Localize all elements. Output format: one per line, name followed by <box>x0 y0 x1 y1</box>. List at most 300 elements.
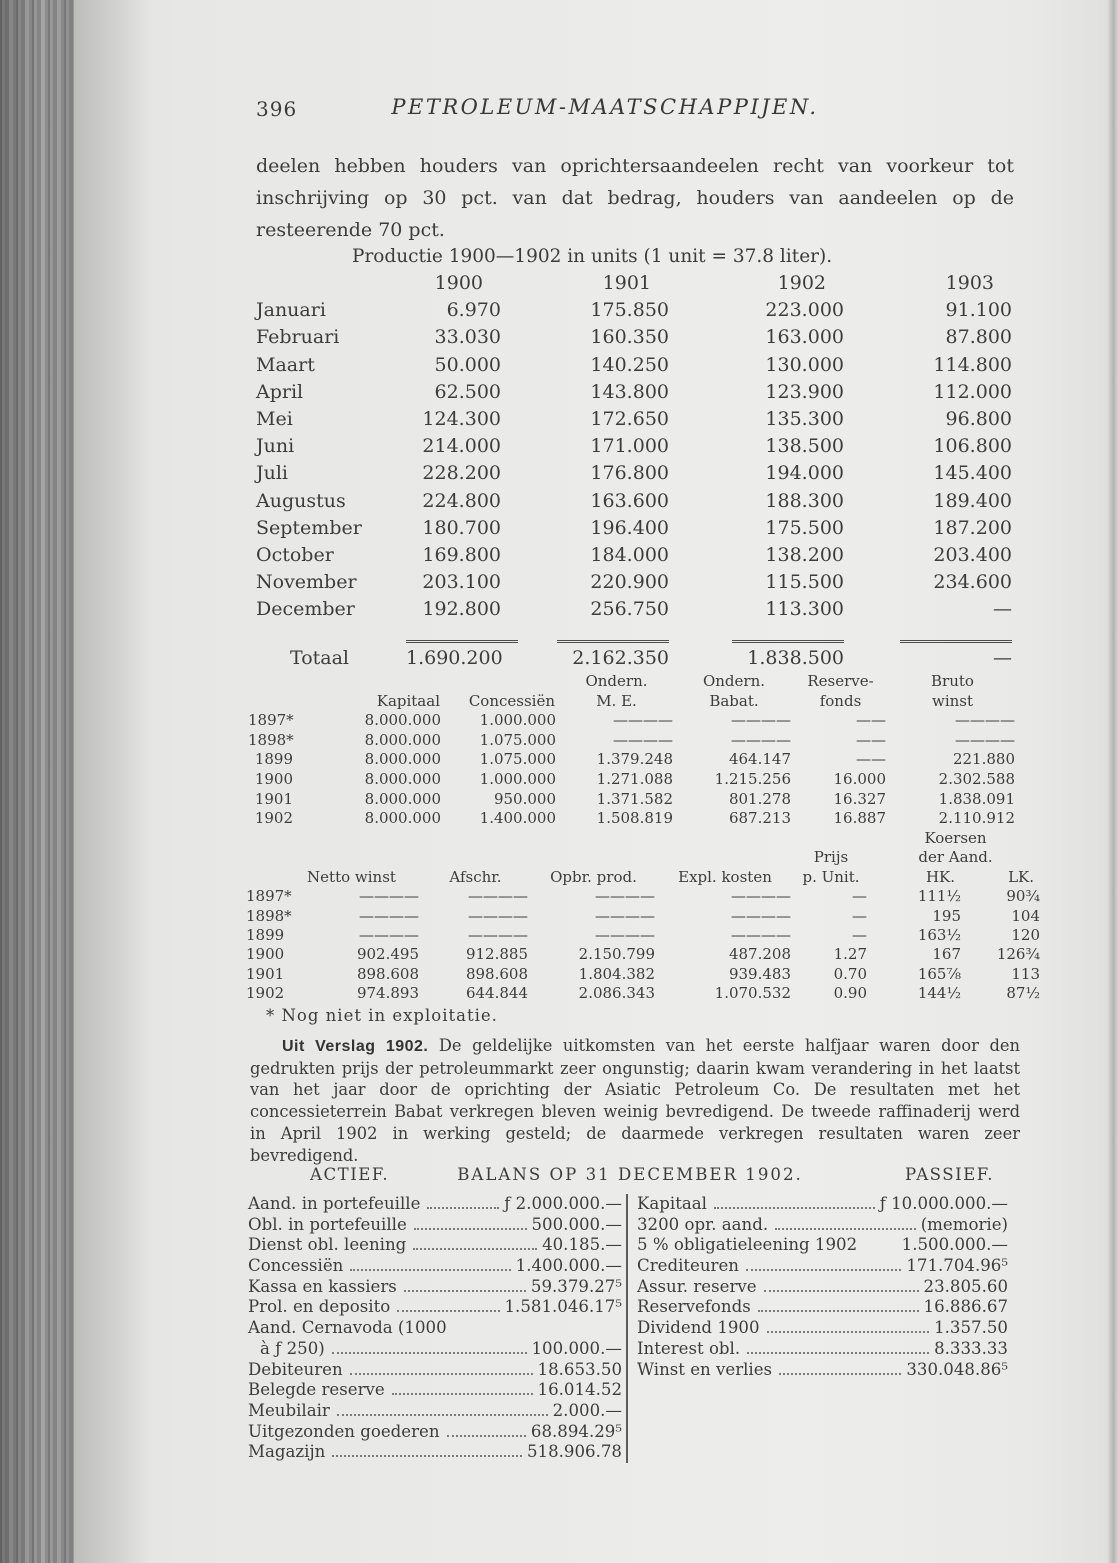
results-cell: ———— <box>731 926 791 945</box>
month-label: Juli <box>256 462 289 485</box>
spacer-cell <box>293 672 443 692</box>
production-cell: 87.800 <box>945 326 1012 349</box>
capital-header: Babat. <box>709 691 759 710</box>
capital-cell: 8.000.000 <box>364 789 441 808</box>
verslag-body: De geldelijke uitkomsten van het eerste halfjaar waren door den gedrukten prijs der petroleummarkt zeer ongunstig; daarin kwam verandering in het laatst van het jaar door de oprichting der Asiatic Petroleum Co. De resultaten met het concessieterrein Babat verkregen bleven weinig bevredigend. De tweede raffinaderij werd in April 1902 in werking gesteld; de daarmede verkregen resultaten waren zeer bevredigend. <box>250 1036 1020 1165</box>
capital-header: Ondern. <box>702 672 766 690</box>
capital-cell: 2.110.912 <box>938 809 1015 828</box>
production-cell: 135.300 <box>765 408 844 431</box>
production-cell: 214.000 <box>422 435 501 458</box>
balance-header <box>248 1165 1012 1191</box>
balance-item-label: Kassa en kassiers <box>248 1276 397 1296</box>
year-header: 1900 <box>434 272 483 294</box>
balance-item-label: Winst en verlies <box>637 1359 773 1379</box>
balance-item-amount: 171.704.96⁵ <box>906 1256 1008 1276</box>
capital-header: Reserve- <box>807 672 874 690</box>
capital-cell: 1.271.088 <box>596 769 673 788</box>
production-cell: 124.300 <box>422 408 501 431</box>
balance-item-amount: 18.653.50 <box>537 1359 622 1379</box>
capital-cell: 1.508.819 <box>596 809 673 828</box>
results-cell: 144½ <box>917 984 961 1003</box>
capital-cell: 16.327 <box>833 789 886 808</box>
balance-row <box>248 1380 626 1401</box>
results-cell: — <box>852 926 867 945</box>
results-cell: 90¾ <box>1006 887 1040 906</box>
prijs-header: Prijs <box>813 848 849 867</box>
results-cell: 644.844 <box>465 984 528 1003</box>
capital-cell: 1.215.256 <box>714 769 791 788</box>
balance-item-label: Aand. Cernavoda (1000 <box>248 1318 447 1338</box>
capital-cell: ———— <box>731 730 791 749</box>
balance-row <box>637 1215 1012 1236</box>
production-cell: 223.000 <box>765 299 844 322</box>
dotted-leader <box>747 1349 929 1354</box>
balance-item-label: Reservefonds <box>637 1297 751 1317</box>
production-cell: 180.700 <box>422 516 501 539</box>
balance-item-amount: 2.000.— <box>552 1400 622 1420</box>
balance-item-amount: 8.333.33 <box>934 1338 1008 1358</box>
year-header: 1902 <box>777 272 826 294</box>
dotted-leader <box>779 1370 901 1375</box>
capital-cell: 8.000.000 <box>364 809 441 828</box>
capital-header: Bruto <box>931 672 974 690</box>
production-cell: 91.100 <box>945 299 1012 322</box>
capital-cell: 1.000.000 <box>479 711 556 730</box>
results-cell: 912.885 <box>465 945 528 964</box>
balance-item-amount: 59.379.27⁵ <box>530 1276 622 1296</box>
production-cell: 203.400 <box>933 544 1012 567</box>
dotted-leader <box>767 1328 930 1333</box>
month-label: April <box>256 380 304 403</box>
production-cell: 256.750 <box>590 598 669 621</box>
results-cell: 1.070.532 <box>714 984 791 1003</box>
passief-label: PASSIEF. <box>905 1165 994 1184</box>
production-cell: 138.500 <box>765 435 844 458</box>
year-label: 1901 <box>254 789 293 808</box>
year-label: 1898* <box>246 906 292 925</box>
month-label: September <box>256 516 362 539</box>
capital-header: M. E. <box>596 691 637 710</box>
dotted-leader <box>413 1245 537 1250</box>
verslag-paragraph <box>250 1035 1020 1166</box>
year-label: 1897* <box>246 887 292 906</box>
dotted-leader <box>404 1287 526 1292</box>
capital-cell: 464.147 <box>728 750 791 769</box>
results-cell: ———— <box>359 926 419 945</box>
spacer-cell <box>246 868 282 887</box>
production-cell: 113.300 <box>765 598 844 621</box>
results-cell: 167 <box>932 945 961 964</box>
verslag-lead: Uit Verslag 1902. <box>282 1038 429 1055</box>
balance-section <box>248 1165 1012 1463</box>
capital-table <box>248 672 1017 829</box>
results-header: p. Unit. <box>802 867 860 886</box>
balance-item-amount: 16.886.67 <box>923 1297 1008 1317</box>
total-cell: 1.690.200 <box>406 646 503 669</box>
balance-item-label: Uitgezonden goederen <box>248 1421 440 1441</box>
production-cell: 112.000 <box>933 380 1012 403</box>
results-cell: ———— <box>468 906 528 925</box>
capital-cell: 8.000.000 <box>364 750 441 769</box>
capital-header: winst <box>931 691 974 710</box>
balance-row <box>248 1360 626 1381</box>
results-cell: — <box>852 887 867 906</box>
results-cell: — <box>852 906 867 925</box>
year-label: 1900 <box>246 945 285 964</box>
balance-row <box>637 1318 1012 1339</box>
spacer-cell <box>256 624 406 640</box>
balance-row <box>248 1401 626 1422</box>
balance-actief-column <box>248 1194 628 1463</box>
results-cell: ———— <box>595 887 655 906</box>
dotted-leader <box>864 1247 897 1250</box>
production-cell: 188.300 <box>765 489 844 512</box>
balance-item-label: Magazijn <box>248 1442 326 1462</box>
balance-item-label: Dividend 1900 <box>637 1318 760 1338</box>
balance-row <box>248 1318 626 1339</box>
dotted-leader <box>397 1307 499 1312</box>
results-cell: ———— <box>468 887 528 906</box>
balance-item-label: Aand. in portefeuille <box>248 1194 421 1213</box>
production-cell: 192.800 <box>422 598 501 621</box>
gutter-shadow <box>74 0 159 1563</box>
production-cell: 145.400 <box>933 462 1012 485</box>
capital-cell: 950.000 <box>493 789 556 808</box>
production-cell: 130.000 <box>765 353 844 376</box>
capital-cell: 1.400.000 <box>479 809 556 828</box>
results-cell: 195 <box>932 906 961 925</box>
balance-item-amount: 40.185.— <box>542 1235 622 1255</box>
dotted-leader <box>414 1225 527 1230</box>
production-cell: 6.970 <box>446 299 501 322</box>
dotted-leader <box>454 1330 617 1333</box>
results-header: LK. <box>1008 867 1034 886</box>
dotted-leader <box>392 1390 533 1395</box>
year-label: 1899 <box>246 926 285 945</box>
production-cell: 203.100 <box>422 571 501 594</box>
spacer-cell <box>248 692 293 712</box>
results-cell: ———— <box>359 906 419 925</box>
intro-paragraph: deelen hebben houders van oprichtersaandeelen recht van voorkeur tot inschrijving op 30 pct. van dat bedrag, houders van aandeelen op de resteerende 70 pct. <box>256 155 1014 241</box>
capital-cell: ———— <box>613 711 673 730</box>
results-table <box>246 829 1042 1004</box>
production-cell: 169.800 <box>422 544 501 567</box>
page-right-edge <box>1107 0 1119 1563</box>
footnote: * Nog niet in exploitatie. <box>266 1006 498 1025</box>
balance-row <box>248 1442 626 1463</box>
year-label: 1899 <box>254 750 293 769</box>
results-cell: 87½ <box>1006 984 1040 1003</box>
balance-item-amount: (memorie) <box>920 1214 1008 1234</box>
results-cell: 0.90 <box>833 984 867 1003</box>
balance-item-label: Belegde reserve <box>248 1380 385 1400</box>
der-aand-header: der Aand. <box>918 848 993 867</box>
total-cell: 1.838.500 <box>747 646 844 669</box>
capital-cell: 2.302.588 <box>938 769 1015 788</box>
dotted-leader <box>764 1287 919 1292</box>
capital-cell: 16.887 <box>833 809 886 828</box>
results-cell: 2.150.799 <box>578 945 655 964</box>
capital-header: Ondern. <box>585 672 648 690</box>
month-label: Juni <box>256 435 295 458</box>
balance-item-amount: 1.581.046.17⁵ <box>504 1297 622 1317</box>
capital-cell: 221.880 <box>952 750 1015 769</box>
balance-row <box>248 1194 626 1215</box>
balance-item-label: à ƒ 250) <box>260 1338 325 1358</box>
capital-cell: 1.075.000 <box>479 750 556 769</box>
balance-item-amount: 16.014.52 <box>537 1380 622 1400</box>
year-header: 1901 <box>602 272 651 294</box>
results-cell: 939.483 <box>728 964 791 983</box>
capital-header: Concessiën <box>468 691 555 710</box>
production-cell: 194.000 <box>765 462 844 485</box>
balance-row <box>248 1277 626 1298</box>
production-cell: 96.800 <box>945 408 1012 431</box>
results-cell: 120 <box>1011 926 1040 945</box>
production-cell: 115.500 <box>765 571 844 594</box>
spacer-cell <box>248 672 293 692</box>
production-cell: 114.800 <box>933 353 1012 376</box>
balance-item-label: Dienst obl. leening <box>248 1235 407 1255</box>
year-label: 1897* <box>248 711 294 730</box>
results-header: Opbr. prod. <box>550 867 637 886</box>
capital-header: fonds <box>819 691 862 710</box>
balance-row <box>248 1235 626 1256</box>
results-cell: 898.608 <box>465 964 528 983</box>
spacer-cell <box>246 848 793 867</box>
balance-title: BALANS OP 31 DECEMBER 1902. <box>457 1165 803 1184</box>
production-cell: 196.400 <box>590 516 669 539</box>
production-cell: 140.250 <box>590 353 669 376</box>
production-cell: 220.900 <box>590 571 669 594</box>
results-header: Netto winst <box>307 867 396 886</box>
year-label: 1902 <box>246 984 285 1003</box>
production-cell: — <box>993 598 1012 621</box>
results-cell: 0.70 <box>833 964 867 983</box>
capital-cell: 16.000 <box>833 769 886 788</box>
balance-row <box>637 1360 1012 1381</box>
balance-item-amount: 500.000.— <box>531 1214 622 1234</box>
balance-row <box>637 1235 1012 1256</box>
balance-item-amount: 23.805.60 <box>923 1276 1008 1296</box>
results-cell: ———— <box>595 926 655 945</box>
capital-cell: 1.379.248 <box>596 750 673 769</box>
capital-cell: —— <box>856 711 886 730</box>
dotted-leader <box>350 1266 510 1271</box>
balance-row <box>637 1339 1012 1360</box>
month-label: October <box>256 544 334 567</box>
spacer-cell <box>246 829 869 848</box>
balance-item-amount: 68.894.29⁵ <box>530 1421 622 1441</box>
dotted-leader <box>775 1225 916 1230</box>
balance-row <box>637 1256 1012 1277</box>
balance-item-amount: 330.048.86⁵ <box>906 1359 1008 1379</box>
spacer-cell <box>443 672 558 692</box>
book-binding-edge <box>0 0 74 1563</box>
results-cell: 165⅞ <box>917 964 961 983</box>
year-label: 1902 <box>254 809 293 828</box>
results-cell: 126¾ <box>996 945 1040 964</box>
production-cell: 172.650 <box>590 408 669 431</box>
month-label: December <box>256 598 355 621</box>
results-cell: ———— <box>359 887 419 906</box>
production-cell: 171.000 <box>590 435 669 458</box>
capital-cell: ———— <box>955 711 1015 730</box>
capital-cell: —— <box>856 730 886 749</box>
capital-cell: 8.000.000 <box>364 769 441 788</box>
results-header: Expl. kosten <box>678 867 772 886</box>
page-title: PETROLEUM-MAATSCHAPPIJEN. <box>391 95 819 119</box>
production-cell: 175.850 <box>590 299 669 322</box>
balance-row <box>248 1339 626 1360</box>
production-cell: 33.030 <box>434 326 501 349</box>
results-cell: 104 <box>1011 906 1040 925</box>
capital-cell: 8.000.000 <box>364 730 441 749</box>
balance-item-label: Meubilair <box>248 1400 330 1420</box>
results-cell: 974.893 <box>356 984 419 1003</box>
production-cell: 62.500 <box>434 380 501 403</box>
production-cell: 160.350 <box>590 326 669 349</box>
balance-item-label: Crediteuren <box>637 1256 739 1276</box>
month-label: Maart <box>256 353 315 376</box>
balance-item-amount: ƒ 2.000.000.— <box>504 1194 622 1213</box>
dotted-leader <box>427 1204 499 1209</box>
results-cell: 902.495 <box>356 945 419 964</box>
production-cell: 224.800 <box>422 489 501 512</box>
year-label: 1901 <box>246 964 285 983</box>
balance-item-amount: 518.906.78 <box>526 1442 622 1462</box>
results-header: HK. <box>925 867 955 886</box>
month-label: Mei <box>256 408 293 431</box>
balance-item-amount: 1.357.50 <box>934 1318 1008 1338</box>
balance-row <box>637 1194 1012 1215</box>
production-cell: 228.200 <box>422 462 501 485</box>
balance-item-amount: 100.000.— <box>531 1338 622 1358</box>
capital-cell: ———— <box>731 711 791 730</box>
capital-cell: ———— <box>613 730 673 749</box>
production-cell: 189.400 <box>933 489 1012 512</box>
corner-cell <box>256 270 406 297</box>
production-caption: Productie 1900—1902 in units (1 unit = 37.8 liter). <box>352 246 833 267</box>
production-cell: 187.200 <box>933 516 1012 539</box>
results-cell: ———— <box>468 926 528 945</box>
capital-cell: 1.075.000 <box>479 730 556 749</box>
balance-row <box>637 1297 1012 1318</box>
production-cell: 184.000 <box>590 544 669 567</box>
balance-row <box>248 1422 626 1443</box>
production-cell: 50.000 <box>434 353 501 376</box>
results-cell: 487.208 <box>728 945 791 964</box>
capital-cell: —— <box>856 750 886 769</box>
totals-rule <box>503 624 671 640</box>
balance-item-label: 3200 opr. aand. <box>637 1214 769 1234</box>
production-cell: 143.800 <box>590 380 669 403</box>
month-label: November <box>256 571 357 594</box>
year-label: 1898* <box>248 730 294 749</box>
results-header: Afschr. <box>449 867 502 886</box>
production-cell: 163.000 <box>765 326 844 349</box>
results-cell: 1.804.382 <box>578 964 655 983</box>
month-label: Januari <box>256 299 326 322</box>
production-cell: 123.900 <box>765 380 844 403</box>
balance-passief-column <box>628 1194 1012 1463</box>
balance-row <box>248 1215 626 1236</box>
dotted-leader <box>447 1432 526 1437</box>
koersen-header: Koersen <box>924 829 987 847</box>
results-cell: 2.086.343 <box>578 984 655 1003</box>
total-label: Totaal <box>290 646 350 669</box>
page-number: 396 <box>256 97 298 121</box>
results-cell: ———— <box>731 887 791 906</box>
results-cell: 113 <box>1011 964 1040 983</box>
dotted-leader <box>337 1411 548 1416</box>
production-cell: 234.600 <box>933 571 1012 594</box>
dotted-leader <box>350 1370 533 1375</box>
dotted-leader <box>332 1452 522 1457</box>
capital-cell: 801.278 <box>728 789 791 808</box>
totals-rule <box>846 624 1014 640</box>
balance-item-label: Concessiën <box>248 1256 344 1276</box>
balance-row <box>637 1277 1012 1298</box>
production-cell: 175.500 <box>765 516 844 539</box>
production-table <box>256 270 1014 672</box>
month-label: Februari <box>256 326 340 349</box>
results-cell: 163½ <box>917 926 961 945</box>
results-cell: 898.608 <box>356 964 419 983</box>
production-cell: 176.800 <box>590 462 669 485</box>
balance-item-amount: ƒ 10.000.000.— <box>879 1194 1008 1213</box>
year-label: 1900 <box>254 769 293 788</box>
balance-item-label: Obl. in portefeuille <box>248 1214 407 1234</box>
dotted-leader <box>332 1349 527 1354</box>
capital-cell: 1.838.091 <box>938 789 1015 808</box>
production-cell: 163.600 <box>590 489 669 512</box>
totals-rule <box>671 624 846 640</box>
dotted-leader <box>714 1204 875 1209</box>
balance-item-amount: 1.400.000.— <box>515 1256 622 1276</box>
dotted-leader <box>758 1307 919 1312</box>
capital-cell: 687.213 <box>728 809 791 828</box>
year-header: 1903 <box>945 272 994 294</box>
balance-item-amount: 1.500.000.— <box>901 1235 1008 1255</box>
capital-cell: ———— <box>955 730 1015 749</box>
balance-columns <box>248 1194 1012 1463</box>
balance-item-label: 5 % obligatieleening 1902 <box>637 1235 858 1255</box>
balance-item-label: Interest obl. <box>637 1338 741 1358</box>
dotted-leader <box>746 1266 901 1271</box>
total-cell: 2.162.350 <box>572 646 669 669</box>
total-cell: — <box>993 646 1012 669</box>
balance-row <box>248 1256 626 1277</box>
capital-cell: 1.371.582 <box>596 789 673 808</box>
balance-row <box>248 1297 626 1318</box>
results-cell: 1.27 <box>833 945 867 964</box>
balance-item-label: Prol. en deposito <box>248 1297 391 1317</box>
capital-cell: 1.000.000 <box>479 769 556 788</box>
results-cell: ———— <box>731 906 791 925</box>
production-cell: 106.800 <box>933 435 1012 458</box>
month-label: Augustus <box>256 489 346 512</box>
actief-label: ACTIEF. <box>310 1165 390 1184</box>
balance-item-label: Assur. reserve <box>637 1276 757 1296</box>
totals-rule <box>406 624 503 640</box>
balance-item-label: Debiteuren <box>248 1359 343 1379</box>
results-cell: 111½ <box>917 887 961 906</box>
production-cell: 138.200 <box>765 544 844 567</box>
capital-header: Kapitaal <box>376 691 440 710</box>
capital-cell: 8.000.000 <box>364 711 441 730</box>
balance-item-label: Kapitaal <box>637 1194 707 1213</box>
